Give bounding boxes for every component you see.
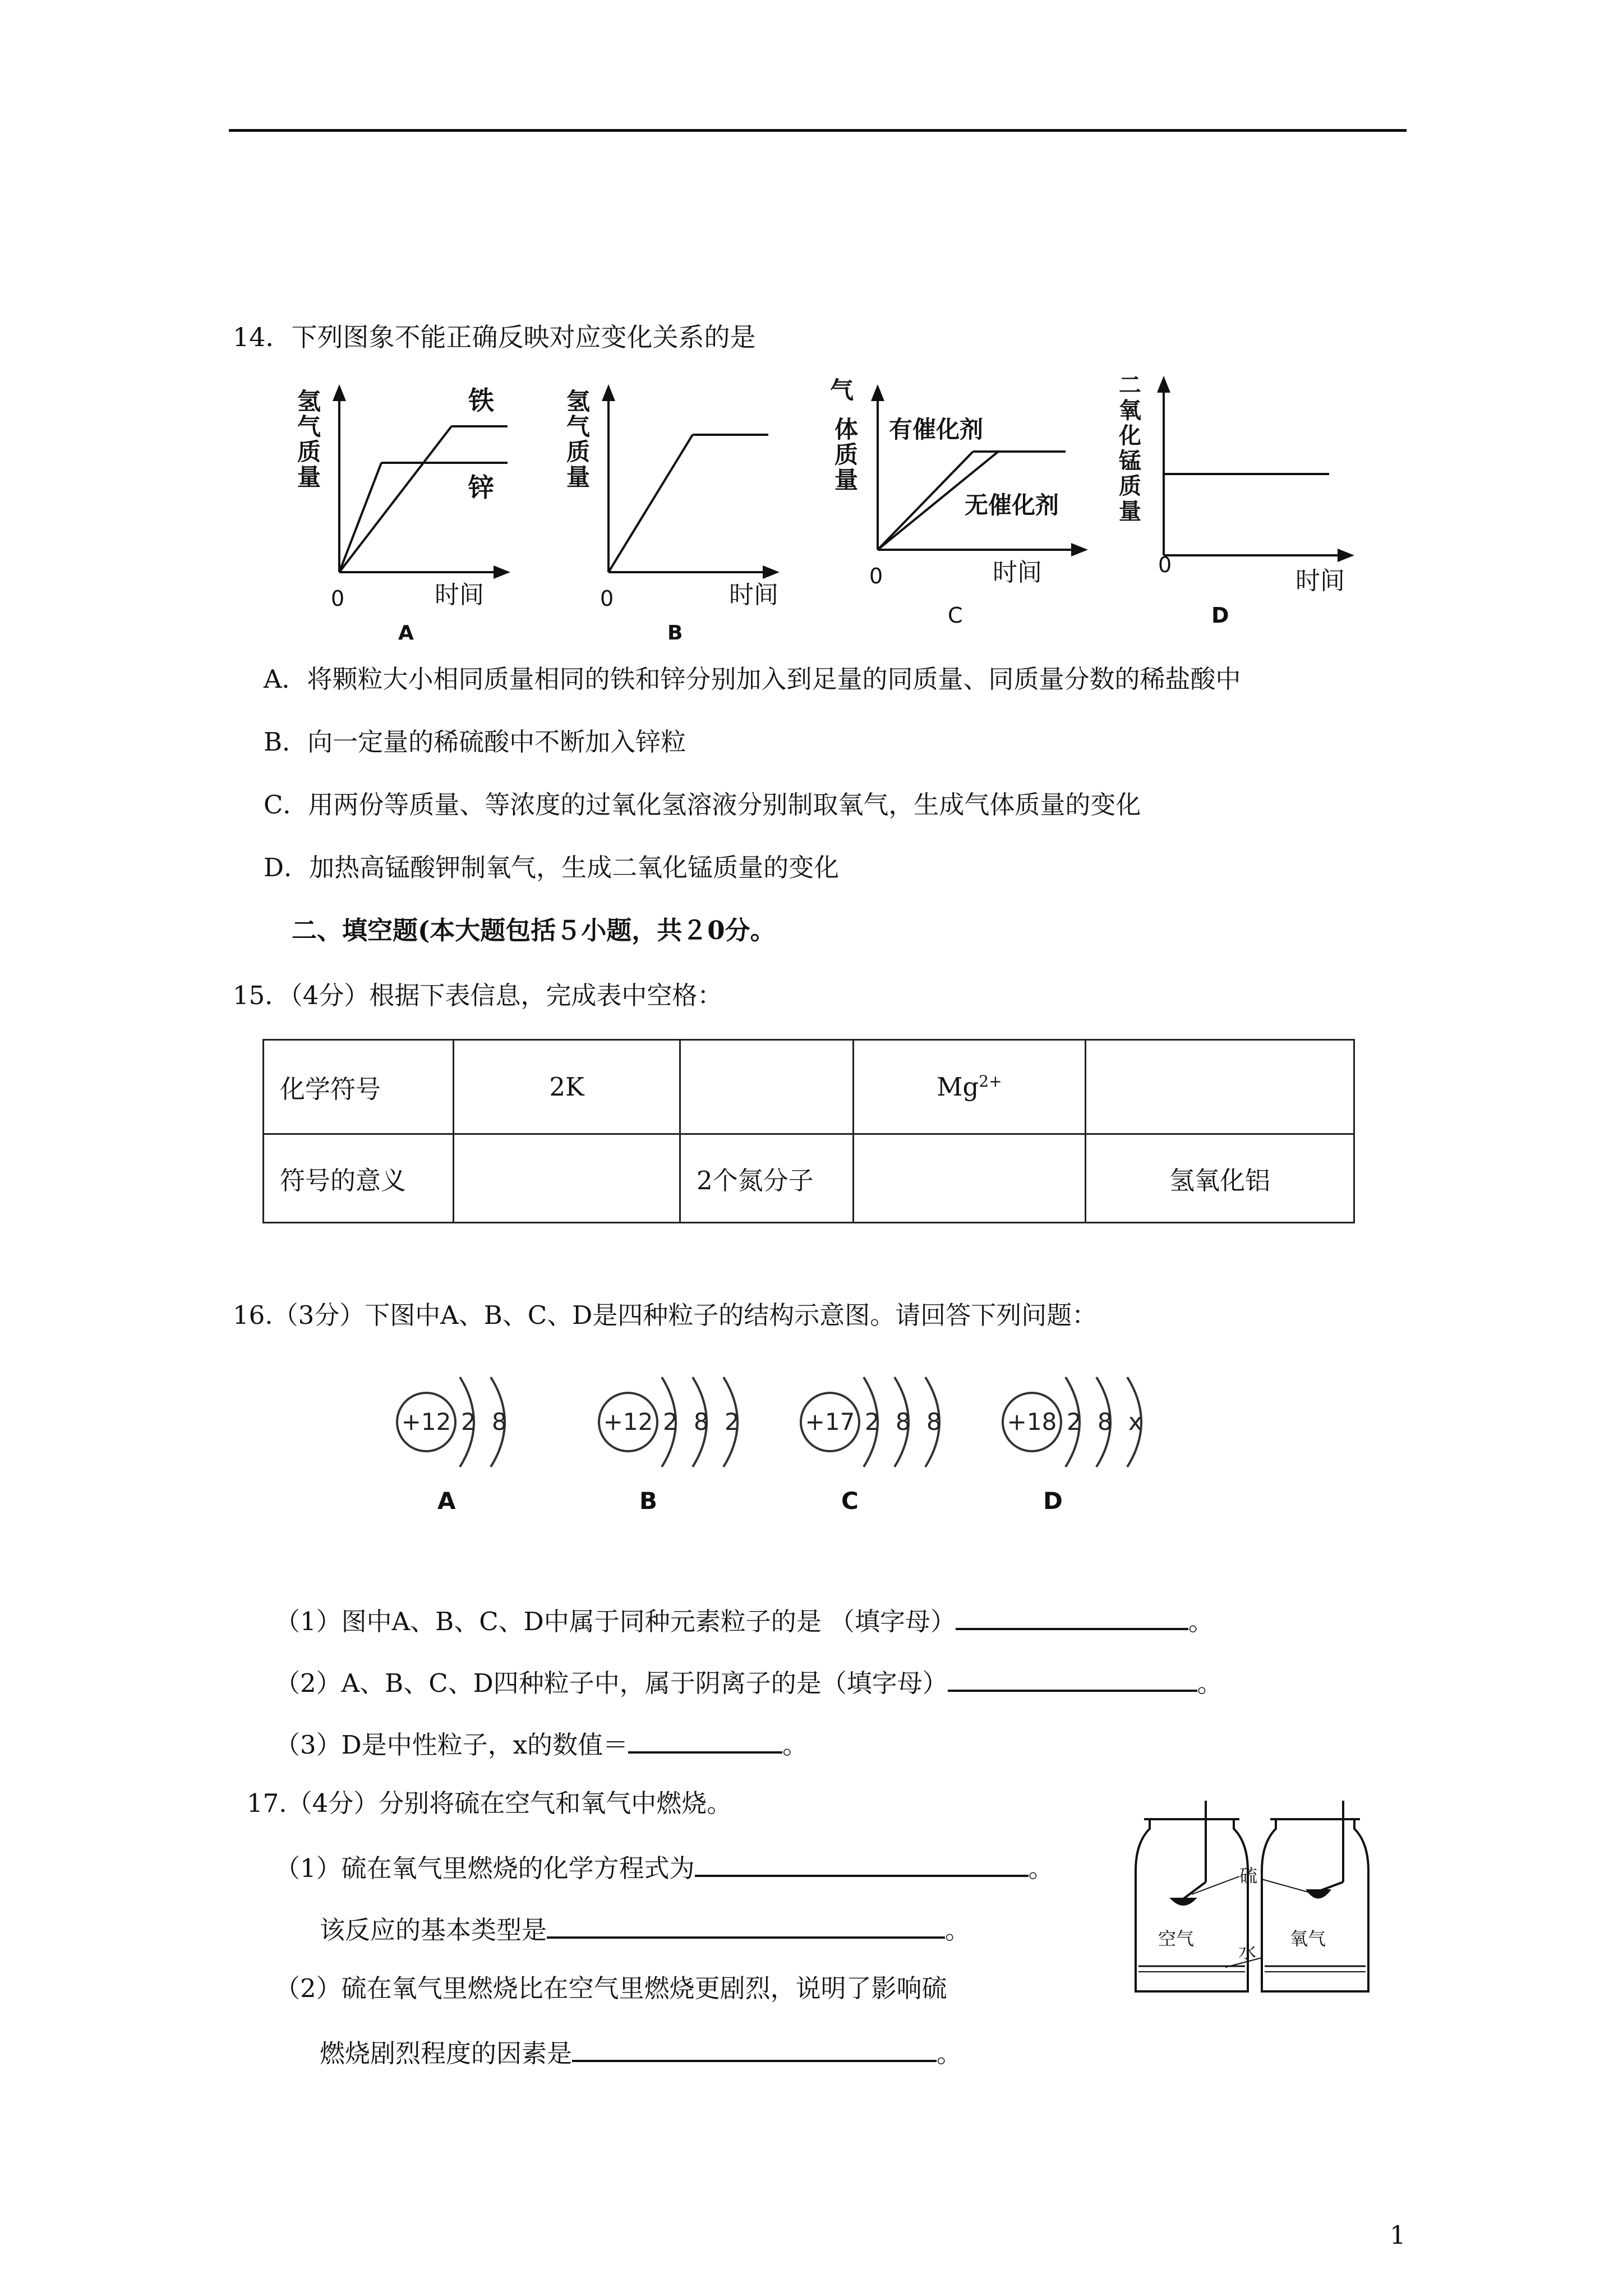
svg-text:气: 气	[566, 413, 591, 440]
atom-diagram-c	[801, 1377, 942, 1515]
q14-option-c: C．用两份等质量、等浓度的过氧化氢溶液分别制取氧气，生成气体质量的变化	[264, 790, 1141, 820]
fig-water-label: 水	[1238, 1941, 1257, 1962]
svg-text:量: 量	[297, 463, 321, 491]
graph-a-xlabel: 时间	[435, 581, 484, 609]
shell-electron-count: x	[1128, 1408, 1142, 1435]
svg-text:质: 质	[834, 441, 859, 468]
shell-electron-count: 2	[725, 1408, 740, 1435]
section-2-heading: 二、填空题(本大题包括５小题，共２0分。	[292, 915, 776, 945]
graph-a-line1-label: 铁	[468, 385, 494, 416]
q15-r2c3[interactable]	[854, 1134, 1086, 1223]
atom-label: D	[1043, 1487, 1063, 1515]
svg-text:量: 量	[834, 466, 859, 494]
graph-a-ylabel	[297, 388, 321, 491]
svg-text:质: 质	[1119, 473, 1141, 499]
q16-stem: 16.（3分）下图中A、B、C、D是四种粒子的结构示意图。请回答下列问题：	[233, 1300, 1098, 1330]
graph-d-caption: D	[1211, 603, 1229, 628]
shell-electron-count: 2	[461, 1408, 476, 1435]
q15-r2c4: 氢氧化铝	[1086, 1134, 1354, 1223]
shell-electron-count: 8	[492, 1408, 507, 1435]
graph-c-origin: 0	[869, 564, 883, 588]
q16-sub3: （3）D是中性粒子，x的数值＝ 。	[275, 1730, 808, 1760]
svg-text:化: 化	[1119, 423, 1141, 449]
atom-structure-diagrams	[393, 1358, 1206, 1520]
q16-answer3-blank[interactable]	[628, 1729, 782, 1754]
shell-electron-count: 8	[926, 1408, 942, 1435]
q15-row1-header: 化学符号	[264, 1040, 454, 1134]
fig-oxygen-label: 氧气	[1290, 1928, 1326, 1949]
q14-option-d: D．加热高锰酸钾制氧气，生成二氧化锰质量的变化	[264, 853, 840, 882]
svg-text:氧: 氧	[1119, 398, 1141, 424]
svg-text:氢: 氢	[297, 388, 321, 415]
graph-c-caption: C	[948, 603, 963, 628]
page-number: 1	[1390, 2220, 1406, 2250]
q17-sub1: （1）硫在氧气里燃烧的化学方程式为 。	[275, 1853, 1054, 1883]
shell-electron-count: 8	[896, 1408, 911, 1435]
shell-electron-count: 2	[1067, 1408, 1082, 1435]
q16-answer1-blank[interactable]	[956, 1605, 1188, 1630]
q16-answer2-blank[interactable]	[948, 1667, 1197, 1692]
sulfur-combustion-apparatus	[1127, 1798, 1374, 2000]
graph-c	[830, 376, 1099, 645]
nucleus-charge: +17	[805, 1408, 855, 1435]
q15-stem: 15．（4分）根据下表信息，完成表中空格：	[233, 981, 723, 1010]
header-rule	[229, 129, 1407, 132]
shell-electron-count: 2	[865, 1408, 880, 1435]
q15-r1c2[interactable]	[680, 1040, 854, 1134]
svg-text:锰: 锰	[1119, 448, 1141, 474]
q15-r2c1[interactable]	[454, 1134, 680, 1223]
graph-c-line2-label: 无催化剂	[965, 491, 1059, 519]
graph-b-origin: 0	[600, 586, 614, 611]
q17-answer2-blank[interactable]	[547, 1914, 945, 1939]
nucleus-charge: +12	[401, 1408, 451, 1435]
shell-electron-count: 8	[1098, 1408, 1113, 1435]
q17-answer3-blank[interactable]	[572, 2037, 937, 2062]
atom-diagram-d	[1003, 1377, 1142, 1515]
svg-text:质: 质	[566, 438, 591, 466]
q14-option-b: B．向一定量的稀硫酸中不断加入锌粒	[264, 727, 686, 757]
graph-a	[292, 376, 516, 645]
nucleus-charge: +18	[1007, 1408, 1057, 1435]
svg-text:质: 质	[297, 438, 321, 466]
atom-diagram-b	[599, 1377, 740, 1515]
shell-electron-count: 8	[694, 1408, 709, 1435]
q17-sub2: （2）硫在氧气里燃烧比在空气里燃烧更剧烈，说明了影响硫	[275, 1973, 947, 2003]
q15-row2-header: 符号的意义	[264, 1134, 454, 1223]
graph-d	[1116, 370, 1368, 645]
svg-text:体: 体	[834, 416, 859, 443]
q15-r1c4[interactable]	[1086, 1040, 1354, 1134]
q14-option-a: A．将颗粒大小相同质量相同的铁和锌分别加入到足量的同质量、同质量分数的稀盐酸中	[264, 664, 1241, 694]
shell-electron-count: 2	[663, 1408, 678, 1435]
q15-r2c2: 2个氮分子	[680, 1134, 854, 1223]
nucleus-charge: +12	[603, 1408, 653, 1435]
graph-c-line1-label: 有催化剂	[889, 416, 984, 443]
graph-d-xlabel: 时间	[1295, 567, 1345, 595]
svg-text:二: 二	[1119, 372, 1141, 398]
fig-sulfur-label: 硫	[1239, 1865, 1258, 1887]
graph-a-line2-label: 锌	[468, 472, 494, 503]
q16-sub2: （2）A、B、C、D四种粒子中，属于阴离子的是（填字母） 。	[275, 1668, 1223, 1698]
graph-c-ylabel-1: 气	[830, 376, 854, 404]
svg-text:气: 气	[297, 413, 321, 440]
graph-a-origin: 0	[331, 586, 345, 611]
atom-label: C	[841, 1487, 859, 1515]
graph-b	[561, 376, 796, 645]
q15-r1c3: $Mg^{2+}$	[854, 1040, 1086, 1134]
q17-sub2b: 燃烧剧烈程度的因素是 。	[320, 2039, 962, 2068]
graph-d-origin: 0	[1158, 553, 1172, 577]
svg-text:氢: 氢	[566, 388, 591, 415]
svg-text:量: 量	[1119, 499, 1141, 524]
q15-r1c1: 2K	[454, 1040, 680, 1134]
q17-stem: 17.（4分）分别将硫在空气和氧气中燃烧。	[247, 1788, 732, 1818]
atom-diagram-a	[397, 1377, 507, 1515]
q15-table	[262, 1039, 1355, 1223]
q16-sub1: （1）图中A、B、C、D中属于同种元素粒子的是 （填字母） 。	[275, 1607, 1214, 1636]
q17-answer1-blank[interactable]	[695, 1852, 1029, 1877]
svg-text:量: 量	[566, 463, 591, 491]
graph-b-xlabel: 时间	[729, 581, 778, 609]
atom-label: A	[437, 1487, 456, 1515]
graph-c-xlabel: 时间	[993, 558, 1042, 587]
graph-b-caption: B	[667, 622, 683, 645]
q14-stem: 14．下列图象不能正确反映对应变化关系的是	[233, 322, 756, 352]
fig-air-label: 空气	[1158, 1928, 1195, 1949]
q17-sub1b: 该反应的基本类型是 。	[320, 1915, 971, 1945]
graph-a-caption: A	[398, 622, 414, 645]
atom-label: B	[639, 1487, 658, 1515]
